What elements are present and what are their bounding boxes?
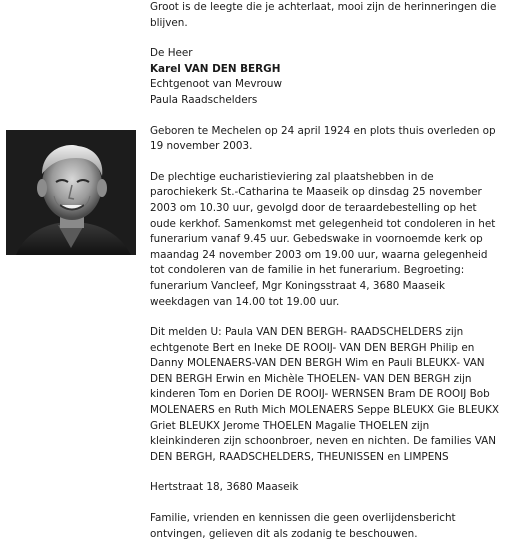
spouse-line-2: Paula Raadschelders (150, 93, 258, 106)
deceased-name: Karel VAN DEN BERGH (150, 62, 281, 75)
memorial-quote: Groot is de leegte die je achterlaat, mooi zijn de herinneringen die blijven. (150, 1, 497, 29)
birth-death-paragraph: Geboren te Mechelen op 24 april 1924 en plots thuis overleden op 19 november 2003. (150, 124, 496, 153)
obituary-text (150, 0, 500, 542)
ceremony-paragraph: De plechtige eucharistieviering zal plaatshebben in de parochiekerk St.-Catharina te Maaseik op dinsdag 25 november 2003 om 10.30 uur, gevolgd door de teraardebestelling op het oude kerkhof. Samenkomst met gelegenheid tot condoleren in het funerarium vanaf 9.45 uur. Gebedswake in voornoemde kerk op maandag 24 november 2003 om 19.00 uur, waarna gelegenheid tot condoleren van de familie in het funerarium. Begroeting: funerarium Vancleef, Mgr Koningsstraat 4, 3680 Maaseik weekdagen van 14.00 tot 19.00 uur. (150, 170, 496, 308)
spouse-line-1: Echtgenoot van Mevrouw (150, 78, 282, 91)
announcement-paragraph: Dit melden U: Paula VAN DEN BERGH- RAADSCHELDERS zijn echtgenote Bert en Ineke DE ROOIJ- VAN DEN BERGH Philip en Danny MOLENAERS-VAN DEN BERGH Wim en Pauli BLEUKX- VAN DEN BERGH Erwin en Michèle THOELEN- VAN DEN BERGH zijn kinderen Tom en Dorien DE ROOIJ- WERNSEN Bram DE ROOIJ Bob MOLENAERS en Ruth Mich MOLENAERS Seppe BLEUKX Gie BLEUKX Griet BLEUKX Jerome THOELEN Magalie THOELEN zijn kleinkinderen zijn schoonbroer, neven en nichten. De families VAN DEN BERGH, RAADSCHELDERS, THEUNISSEN en LIMPENS (150, 326, 500, 463)
title-prefix: De Heer (150, 47, 193, 60)
portrait-image (6, 130, 136, 255)
closing-paragraph: Familie, vrienden en kennissen die geen overlijdensbericht ontvingen, gelieven dit als zodanig te beschouwen. (150, 512, 456, 540)
portrait-photo (6, 130, 136, 255)
address-line: Hertstraat 18, 3680 Maaseik (150, 481, 299, 494)
